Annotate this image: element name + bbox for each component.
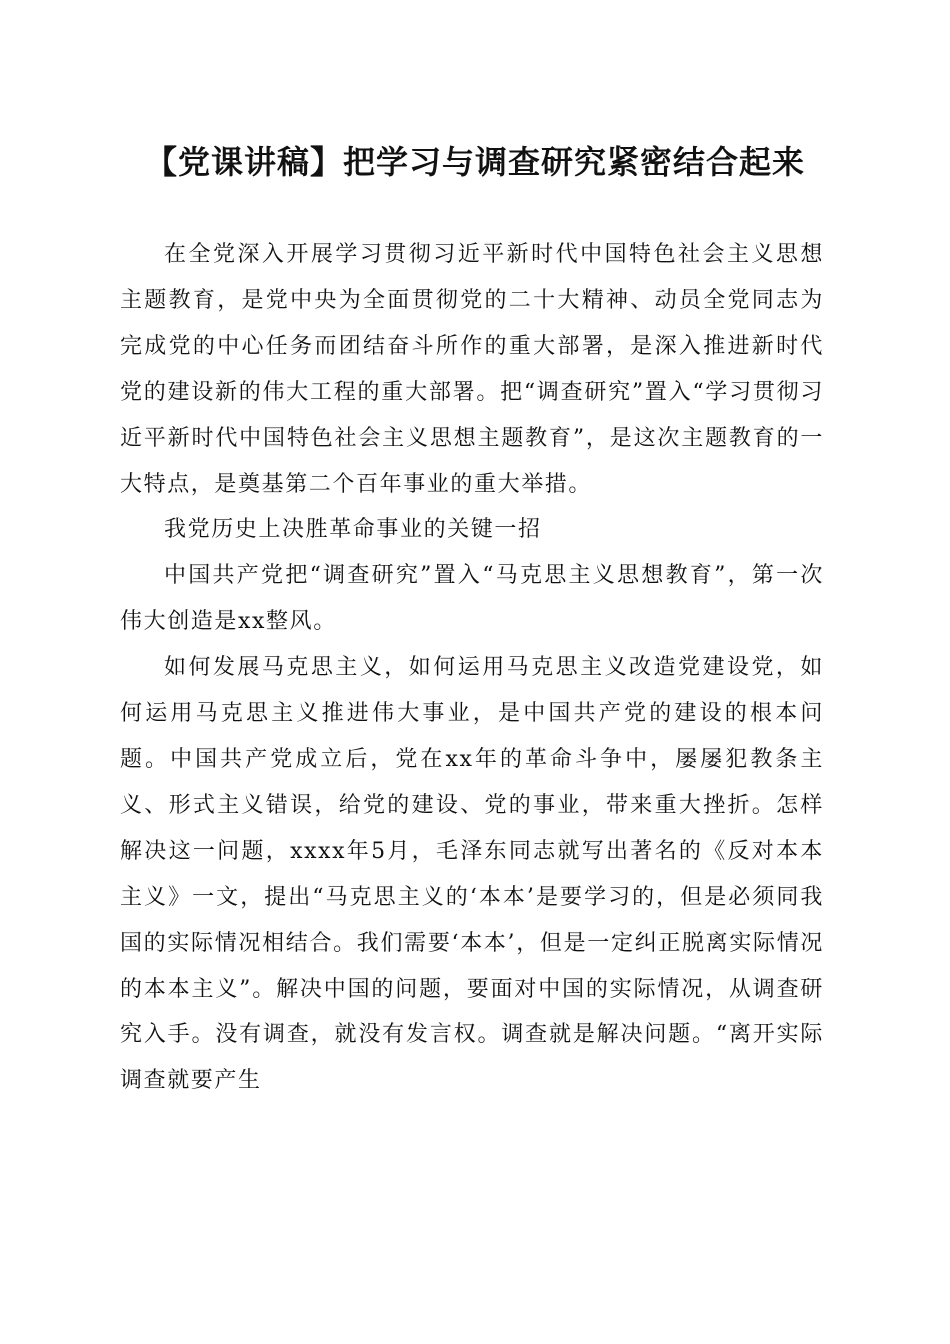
document-body [120, 232, 824, 1104]
paragraph-intro: 在全党深入开展学习贯彻习近平新时代中国特色社会主义思想主题教育，是党中央为全面贯彻党的二十大精神、动员全党同志为完成党的中心任务而团结奋斗所作的重大部署，是深入推进新时代党的建设新的伟大工程的重大部署。把“调查研究”置入“学习贯彻习近平新时代中国特色社会主义思想主题教育”，是这次主题教育的一大特点，是奠基第二个百年事业的重大举措。 [120, 242, 824, 497]
document-title: 【党课讲稿】把学习与调查研究紧密结合起来 [144, 143, 805, 181]
section-heading: 我党历史上决胜革命事业的关键一招 [164, 517, 542, 543]
paragraph-marxism: 如何发展马克思主义，如何运用马克思主义改造党建设党，如何运用马克思主义推进伟大事业，是中国共产党的建设的根本问题。中国共产党成立后，党在xx年的革命斗争中，屡屡犯教条主义、形式主义错误，给党的建设、党的事业，带来重大挫折。怎样解决这一问题，xxxx年5月，毛泽东同志就写出著名的《反对本本主义》一文，提出“马克思主义的‘本本’是要学习的，但是必须同我国的实际情况相结合。我们需要‘本本’，但是一定纠正脱离实际情况的本本主义”。解决中国的问题，要面对中国的实际情况，从调查研究入手。没有调查，就没有发言权。调查就是解决问题。“离开实际调查就要产生 [120, 655, 824, 1094]
paragraph-rectification: 中国共产党把“调查研究”置入“马克思主义思想教育”，第一次伟大创造是xx整风。 [120, 563, 824, 635]
